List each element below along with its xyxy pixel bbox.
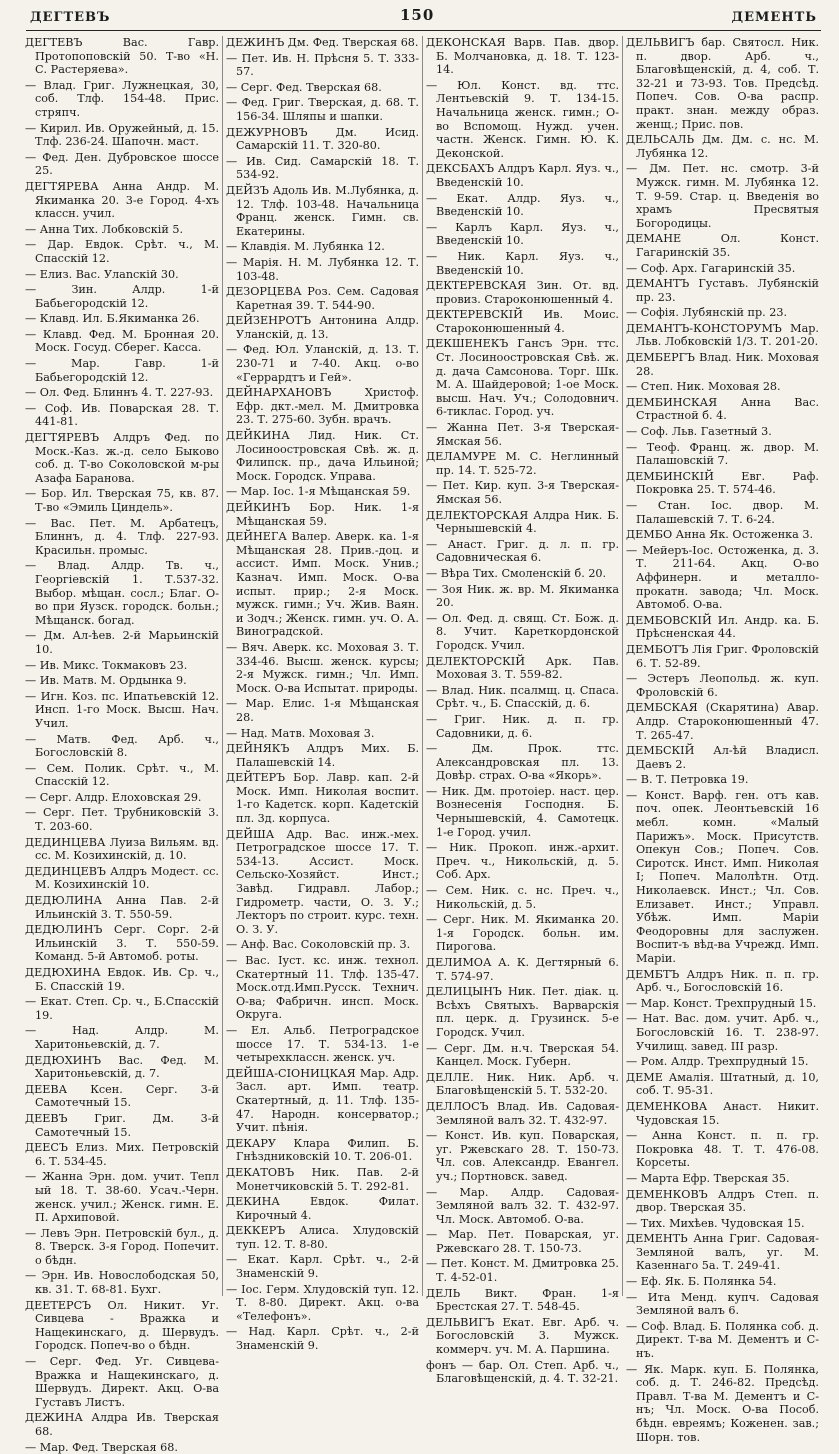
directory-entry: — Мар. Алдр. Садовая-Земляной валъ 32. Т. 432-97. Чл. Моск. Автомоб. О-ва. xyxy=(426,1185,619,1226)
directory-entry: ДЕКШЕНЕКЪ Гансъ Эрн. ттс. Ст. Лосиноостровская Свѣ. ж. д. дача Самсонова. Торг. Шк. М. А. Шайдеровой; 1-ое Моск. высш. Нач. Уч.; Солодовнич. 6-тиклас. Город. уч. xyxy=(426,337,619,419)
directory-entry: ДЕЛИМОА А. К. Дегтярный 6. Т. 574-97. xyxy=(426,956,619,983)
directory-entry: — Тих. Михѣев. Чудовская 15. xyxy=(626,1216,805,1230)
directory-entry: — Екат. Карл. Срѣт. ч., 2-й Знаменскій 9. xyxy=(226,1253,419,1281)
directory-entry: — Ник. Дм. протоіер. наст. цер. Вознесенія Господня. Б. Чернышевскій, 4. Самотецк. 1-е Город. учил. xyxy=(426,784,619,839)
directory-entry: ДЕМБТЪ Алдръ Ник. п. п. гр. Арб. ч., Богословскій 16. xyxy=(626,967,819,995)
directory-entry: ДЕМЕНКОВА Анаст. Никит. Чудовская 15. xyxy=(626,1099,819,1127)
directory-entry: — Дм. Пет. нс. смотр. 3-й Мужск. гимн. М. Лубянка 12. Т. 9-59. Стар. ц. Введенія во храмъ Пресвятыя Богородицы. xyxy=(626,162,819,230)
directory-entry: — Григ. Ник. д. п. гр. Садовники, д. 6. xyxy=(426,712,619,740)
directory-entry: — Мар. Іос. 1-я Мѣщанская 59. xyxy=(226,485,411,499)
directory-entry: — Соф. Влад. Б. Полянка соб. д. Директ. Т-ва М. Дементъ и С-нъ. xyxy=(626,1319,819,1361)
column-3 xyxy=(422,36,622,1386)
directory-entry: — Ник. Прокоп. инж.-архит. Преч. ч., Никольскій, д. 5. Соб. Арх. xyxy=(426,841,619,882)
directory-entry: ДЕМБО Анна Як. Остоженка 3. xyxy=(626,528,814,542)
directory-entry: ДЕДЮХИНА Евдок. Ив. Ср. ч., Б. Спасскій 19. xyxy=(25,966,219,993)
directory-entry: ДЕЙКИНА Лид. Ник. Ст. Лосиноостровская Свѣ. ж. д. Филипск. пр., дача Ильиной; Моск. Городск. Управа. xyxy=(226,429,419,483)
directory-entry: ДЕЕТЕРСЪ Ол. Никит. Уг. Сивцева - Вражка и Нащекинскаго, д. Шервудъ. Городск. Попеч-во о бѣдн. xyxy=(25,1298,219,1353)
directory-entry: — Влад. Ник. псалмщ. ц. Спаса. Срѣт. ч., Б. Спасскій, д. 6. xyxy=(426,683,619,711)
directory-entry: ДЕЕВА Ксен. Серг. 3-й Самотечный 15. xyxy=(25,1082,219,1110)
directory-entry: — Серг. Алдр. Елоховская 29. xyxy=(25,790,202,804)
directory-entry: ДЕМБОВСКІЙ Ил. Андр. ка. Б. Прѣсненская 44. xyxy=(626,613,819,641)
directory-entry: ДЕЖУРНОВЪ Дм. Исид. Самарскій 11. Т. 320-80. xyxy=(226,125,419,153)
directory-entry: — Фед. Ден. Дубровское шоссе 25. xyxy=(25,150,219,178)
directory-entry: ДЕКТЕРЕВСКІЙ Ив. Моис. Староконюшенный 4. xyxy=(426,308,619,335)
directory-entry: фонъ — бар. Ол. Степ. Арб. ч., Благовѣщенскій, д. 4. Т. 32-21. xyxy=(426,1358,619,1386)
directory-entry: — Зин. Алдр. 1-й Бабьегородскій 12. xyxy=(25,283,219,310)
columns xyxy=(22,36,825,1454)
directory-entry: — Конст. Варф. ген. отъ кав. поч. опек. Леонтьевскій 16 мебл. комн. «Малый Парижъ». Моск. Присутств. Опекун Сов.; Попеч. Сов. Сиротск. Инст. Имп. Николая I; Попеч. Малолѣтн. Отд. Николаевск. Инст.; Чл. Сов. Елизавет. Инст.; Управл. Убѣж. Имп. Маріи Феодоровны для заслужен. Воспит-ъ вѣд-ва Учрежд. Имп. Маріи. xyxy=(626,788,819,965)
directory-entry: — Соф. Ив. Поварская 28. Т. 441-81. xyxy=(25,401,219,429)
directory-entry: — Сем. Ник. с. нс. Преч. ч., Никольскій, д. 5. xyxy=(426,884,619,911)
directory-entry: ДЕКИНА Евдок. Филат. Кирочный 4. xyxy=(226,1195,419,1222)
running-head-right: ДЕМЕНТЬ xyxy=(731,10,817,25)
directory-entry: ДЕЛЬСАЛЬ Дм. Дм. с. нс. М. Лубянка 12. xyxy=(626,133,819,160)
directory-entry: — Сем. Полик. Срѣт. ч., М. Спасскій 12. xyxy=(25,761,219,789)
directory-entry: — Игн. Коз. пс. Ипатьевскій 12. Инсп. 1-го Моск. Высш. Нач. Учил. xyxy=(25,689,219,730)
directory-entry: ДЕМЕ Амалія. Штатный, д. 10, соб. Т. 95-31. xyxy=(626,1070,819,1098)
column-2 xyxy=(222,36,422,1353)
directory-entry: ДЕГТЕВЪ Вас. Гавр. Протопоповскій 50. Т-во «Н. С. Растеряева». xyxy=(25,36,219,77)
directory-entry: — Софія. Лубянскій пр. 23. xyxy=(626,306,788,320)
directory-entry: ДЕДЮХИНЪ Вас. Фед. М. Харитоньевскій, д. 7. xyxy=(25,1053,219,1081)
directory-entry: ДЕЙЗЕНРОТЪ Антонина Алдр. Уланскій, д. 13. xyxy=(226,314,419,341)
directory-entry: ДЕЙНАРХАНОВЪ Христоф. Ефр. дкт.-мел. М. Дмитровка 23. Т. 275-60. Зубн. врачъ. xyxy=(226,386,419,427)
directory-entry: — Елиз. Вас. Улanскій 30. xyxy=(25,267,179,281)
directory-entry: ДЕМАНТЪ Густавъ. Лубянскій пр. 23. xyxy=(626,277,819,304)
directory-entry: — Мар. Гавр. 1-й Бабьегородскій 12. xyxy=(25,357,219,384)
directory-entry: — Як. Марк. куп. Б. Полянка, соб. д. Т. 246-82. Предсѣд. Правл. Т-ва М. Дементъ и С-нъ; Чл. Моск. О-ва Пособ. бѣдн. евреямъ; Коженен. зав.; Шорн. тов. xyxy=(626,1362,819,1444)
directory-entry: ДЕМАНЕ Ол. Конст. Гагаринскій 35. xyxy=(626,232,819,259)
directory-entry: — Степ. Ник. Моховая 28. xyxy=(626,380,781,394)
directory-entry: — Ром. Алдр. Трехпрудный 15. xyxy=(626,1055,809,1069)
directory-entry: — Анф. Вас. Соколовскій пр. 3. xyxy=(226,938,411,952)
directory-entry: ДЕКАТОВЪ Ник. Пав. 2-й Монетчиковскій 5. Т. 292-81. xyxy=(226,1165,419,1193)
directory-entry: — Марія. Н. М. Лубянка 12. Т. 103-48. xyxy=(226,255,419,283)
directory-entry: ДЕЙКИНЪ Бор. Ник. 1-я Мѣщанская 59. xyxy=(226,501,419,528)
column-1 xyxy=(22,36,222,1454)
directory-entry: — Над. Карл. Срѣт. ч., 2-й Знаменскій 9. xyxy=(226,1325,419,1353)
directory-entry: — Анна Тих. Лобковскій 5. xyxy=(25,222,184,236)
directory-entry: — Анна Конст. п. п. гр. Покровка 48. Т. Т. 476-08. Корсеты. xyxy=(626,1129,819,1170)
directory-entry: — Над. Матв. Моховая 3. xyxy=(226,726,375,740)
directory-entry: ДЕЛЛЕ. Ник. Ник. Арб. ч. Благовѣщенскій 5. Т. 532-20. xyxy=(426,1070,619,1098)
page-number: 150 xyxy=(400,6,435,24)
directory-entry: — Соф. Арх. Гагаринскій 35. xyxy=(626,261,796,275)
directory-entry: — Клавд. Ил. Б.Якиманка 26. xyxy=(25,312,200,326)
directory-entry: — Нат. Вас. дом. учит. Арб. ч., Богословскій 16. Т. 238-97. Училищ. завед. III разр. xyxy=(626,1012,819,1053)
directory-entry: — Фед. Юл. Уланскій, д. 13. Т. 230-71 и 7-40. Акц. о-во «Геррардтъ и Гей». xyxy=(226,343,419,384)
directory-entry: — Эрн. Ив. Новослободская 50, кв. 31. Т. 68-81. Бухг. xyxy=(25,1269,219,1297)
directory-entry: — Серг. Фед. Уг. Сивцева-Вражка и Нащекинскаго, д. Шервудъ. Директ. Акц. О-ва Густавъ Листъ. xyxy=(25,1355,219,1409)
directory-entry: — Мар. Пет. Поварская, уг. Ржевскаго 28. Т. 150-73. xyxy=(426,1228,619,1255)
directory-entry: ДЕЕСЪ Елиз. Мих. Петровскій 6. Т. 534-45. xyxy=(25,1141,219,1168)
directory-entry: — Влад. Алдр. Тв. ч., Георгіевскій 1. Т.537-32. Выбор. мѣщан. сосл.; Благ. О-во при Яузск. городск. больн.; Мѣщанск. богад. xyxy=(25,559,219,627)
directory-entry: ДЕЗОРЦЕВА Роз. Сем. Садовая Каретная 39. Т. 544-90. xyxy=(226,285,419,312)
directory-entry: ДЕМЕНТЬ Анна Григ. Садовая-Земляной валъ, уг. М. Казеннаго 5а. Т. 249-41. xyxy=(626,1232,819,1273)
directory-entry: — Дм. Прок. ттс. Александровская пл. 13. Довѣр. страх. О-ва «Якорь». xyxy=(426,742,619,783)
directory-entry: — Фед. Григ. Тверская, д. 68. Т. 156-34. Шляпы и шапки. xyxy=(226,96,419,123)
directory-entry: ДЕМБСКАЯ (Скарятина) Авар. Алдр. Староконюшенный 47. Т. 265-47. xyxy=(626,701,819,742)
directory-entry: — Теоф. Франц. ж. двор. М. Палашовскій 7. xyxy=(626,440,819,468)
directory-entry: ДЕЛЛОСЪ Влад. Ив. Садовая-Земляной валъ 32. Т. 432-97. xyxy=(426,1099,619,1127)
directory-entry: ДЕЕВЪ Григ. Дм. 3-й Самотечный 15. xyxy=(25,1111,219,1139)
directory-entry: ДЕКОНСКАЯ Варв. Пав. двор. Б. Молчановка, д. 18. Т. 123-14. xyxy=(426,36,619,77)
directory-entry: — Жанна Пет. 3-я Тверская-Ямская 56. xyxy=(426,421,619,448)
directory-entry: — Серг. Дм. н.ч. Тверская 54. Канцел. Моск. Губерн. xyxy=(426,1041,619,1069)
directory-entry: ДЕЛЬ Викт. Фран. 1-я Брестская 27. Т. 548-45. xyxy=(426,1286,619,1314)
directory-entry: — Серг. Ник. М. Якиманка 20. 1-я Городск. больн. им. Пирогова. xyxy=(426,913,619,954)
directory-entry: — Конст. Ив. куп. Поварская, уг. Ржевскаго 28. Т. 150-73. Чл. сов. Александр. Евангел. уч.; Портновск. завед. xyxy=(426,1129,619,1183)
directory-entry: ДЕДИНЦЕВЪ Алдръ Модест. сс. М. Козихинскій 10. xyxy=(25,864,219,892)
directory-entry: ДЕМАНТЪ-КОНСТОРУМЪ Мар. Льв. Лобковскій 1/3. Т. 201-20. xyxy=(626,321,819,349)
directory-entry: ДЕЖИНА Алдра Ив. Тверская 68. xyxy=(25,1411,219,1438)
directory-entry: ДЕЙНЯКЪ Алдръ Мих. Б. Палашевскій 14. xyxy=(226,742,419,769)
directory-entry: — Марта Ефр. Тверская 35. xyxy=(626,1171,790,1185)
directory-entry: — Серг. Фед. Тверская 68. xyxy=(226,80,382,94)
directory-entry: — Іос. Герм. Хлудовскій туп. 12. Т. 8-80. Директ. Акц. о-ва «Телефонъ». xyxy=(226,1282,419,1323)
directory-entry: — Ив. Микс. Токмаковъ 23. xyxy=(25,658,188,672)
directory-entry: ДЕГТЯРЕВЪ Алдръ Фед. по Моск.-Каз. ж.-д. село Быково соб. д. Т-во Соколовской м-ры Азафа Баранова. xyxy=(25,431,219,485)
directory-entry: ДЕККЕРЪ Алиса. Хлудовскій туп. 12. Т. 8-80. xyxy=(226,1224,419,1251)
directory-entry: — Матв. Фед. Арб. ч., Богословскій 8. xyxy=(25,732,219,760)
directory-entry: — Ол. Фед. д. свящ. Ст. Бож. д. 8. Учит. Кареткордонской Городск. Учил. xyxy=(426,611,619,652)
directory-entry: ДЕКТЕРЕВСКАЯ Зин. От. вд. провиз. Староконюшенный 4. xyxy=(426,279,619,306)
directory-entry: ДЕЙНЕГА Валер. Аверк. ка. 1-я Мѣщанская 28. Прив.-доц. и ассист. Имп. Моск. Унив.; Казнач. Имп. Моск. О-ва испыт. прир.; 2-я Моск. мужск. гимн.; Уч. Жив. Ваян. и Зодч.; Женск. гимн. уч. О. А. Виноградской. xyxy=(226,530,419,639)
directory-entry: — Влад. Григ. Лужнецкая, 30, соб. Тлф. 154-48. Прис. стряпч. xyxy=(25,78,219,119)
directory-entry: ДЕЛАМУРЕ М. С. Неглинный пр. 14. Т. 525-72. xyxy=(426,450,619,477)
directory-entry: ДЕЖИНЪ Дм. Фед. Тверская 68. xyxy=(226,36,419,49)
directory-entry: ДЕЙЗЪ Адоль Ив. М.Лубянка, д. 12. Тлф. 103-48. Начальница Франц. женск. Гимн. св. Екатерины. xyxy=(226,183,419,238)
directory-entry: — Вас. Іуст. кс. инж. технол. Скатертный 11. Тлф. 135-47. Моск.отд.Имп.Русск. Технич. О-ва; Фабричн. инсп. Моск. Округа. xyxy=(226,954,419,1022)
directory-entry: ДЕМБИНСКІЙ Евг. Раф. Покровка 25. Т. 574-46. xyxy=(626,469,819,497)
directory-entry: ДЕМБСКІЙ Ал-ѣй Владисл. Даевъ 2. xyxy=(626,744,819,771)
directory-entry: ДЕЙТЕРЪ Бор. Лавр. кап. 2-й Моск. Имп. Николая воспит. 1-го Кадетск. корп. Кадетскій пл. 3д. корпуса. xyxy=(226,771,419,826)
running-head-left: ДЕГТЕВЪ xyxy=(30,10,111,25)
directory-entry: — Ив. Сид. Самарскій 18. Т. 534-92. xyxy=(226,154,419,182)
directory-entry: — Бор. Ил. Тверская 75, кв. 87. Т-во «Эмиль Циндель». xyxy=(25,487,219,514)
directory-entry: — Анаст. Григ. д. л. п. гр. Садовническая 6. xyxy=(426,537,619,565)
directory-entry: — Жанна Эрн. дом. учит. Тепл ый 18. Т. 38-60. Усач.-Черн. женск. учил.; Женск. гимн. Е. П. Архиповой. xyxy=(25,1170,219,1225)
directory-entry: — Екат. Степ. Ср. ч., Б.Спасскій 19. xyxy=(25,995,219,1022)
directory-entry: ДЕДЮЛИНА Анна Пав. 2-й Ильинскій 3. Т. 550-59. xyxy=(25,894,219,921)
directory-entry: — Мар. Конст. Трехпрудный 15. xyxy=(626,996,817,1010)
column-4 xyxy=(622,36,822,1444)
directory-entry: — В. Т. Петровка 19. xyxy=(626,773,749,787)
directory-entry: — Ита Менд. купч. Садовая Земляной валъ 6. xyxy=(626,1290,819,1318)
directory-entry: — Пет. Конст. М. Дмитровка 25. Т. 4-52-01. xyxy=(426,1257,619,1285)
directory-entry: — Карлъ Карл. Яуз. ч., Введенскій 10. xyxy=(426,220,619,248)
directory-entry: — Клавдія. М. Лубянка 12. xyxy=(226,240,385,254)
directory-entry: — Юл. Конст. вд. ттс. Лентьевскій 9. Т. 134-15. Начальница женск. гимн.; О-во Вспомощ. Нужд. учен. частн. Женск. Гимн. Ю. К. Деконской. xyxy=(426,78,619,160)
directory-entry: — Эстеръ Леопольд. ж. куп. Фроловскій 6. xyxy=(626,672,819,699)
directory-entry: — Вас. Пет. М. Арбатецъ, Блиннъ, д. 4. Тлф. 227-93. Красильн. промыс. xyxy=(25,516,219,557)
directory-entry: — Кирил. Ив. Оружейный, д. 15. Тлф. 236-24. Шапочн. маст. xyxy=(25,121,219,149)
directory-entry: — Ив. Матв. М. Ордынка 9. xyxy=(25,674,187,688)
directory-entry: ДЕГТЯРЕВА Анна Андр. М. Якиманка 20. 3-е Город. 4-хъ классн. учил. xyxy=(25,179,219,221)
directory-entry: ДЕЛЕКТОРСКІЙ Арк. Пав. Моховая 3. Т. 559-82. xyxy=(426,654,619,682)
directory-entry: — Стан. Іос. двор. М. Палашевскій 7. Т. 6-24. xyxy=(626,499,819,526)
directory-entry: ДЕЛЬВИГЪ Екат. Евг. Арб. ч. Богословскій 3. Мужск. коммерч. уч. М. А. Паршина. xyxy=(426,1315,619,1357)
directory-entry: ДЕЙША Адр. Вас. инж.-мех. Петроградское шоссе 17. Т. 534-13. Ассист. Моск. Сельско-Хозяйст. Инст.; Завѣд. Гидравл. Лабор.; Гидрометр. части, О. З. У.; Лекторъ по строит. курс. техн. О. З. У. xyxy=(226,827,419,936)
directory-entry: ДЕДИНЦЕВА Луиза Вильям. вд. сс. М. Козихинскій, д. 10. xyxy=(25,835,219,863)
directory-entry: ДЕМБИНСКАЯ Анна Вас. Страстной б. 4. xyxy=(626,395,819,423)
directory-entry: — Екат. Алдр. Яуз. ч., Введенскій 10. xyxy=(426,191,619,219)
directory-entry: ДЕЛЬВИГЪ бар. Святосл. Ник. п. двор. Арб. ч., Благовѣщенскій, д. 4, соб. Т. 32-21 и 73-93. Тов. Предсѣд. Попеч. Сов. О-ва распр. практ. знан. между образ. женщ.; Прис. пов. xyxy=(626,36,819,131)
directory-entry: — Пет. Кир. куп. 3-я Тверская-Ямская 56. xyxy=(426,479,619,506)
directory-entry: — Мейеръ-Іос. Остоженка, д. 3. Т. 211-64. Акц. О-во Аффинерн. и металло-прокатн. завода; Чл. Моск. Автомоб. О-ва. xyxy=(626,543,819,612)
directory-entry: ДЕМБОТЪ Лія Григ. Фроловскій 6. Т. 52-89. xyxy=(626,642,819,670)
directory-entry: ДЕЛИЦЫНЪ Ник. Пет. діак. ц. Всѣхъ Святыхъ. Варварскія пл. церк. д. Грузинск. 5-е Городск. Учил. xyxy=(426,985,619,1039)
directory-entry: ДЕМБЕРГЪ Влад. Ник. Моховая 28. xyxy=(626,351,819,378)
directory-entry: — Ел. Альб. Петроградское шоссе 17. Т. 534-13. 1-е четырехклассн. женск. уч. xyxy=(226,1023,419,1065)
directory-entry: — Левъ Эрн. Петровскій бул., д. 8. Тверск. 3-я Город. Попечит. о бѣдн. xyxy=(25,1226,219,1267)
directory-entry: — Клавд. Фед. М. Бронная 20. Моск. Госуд. Сберег. Касса. xyxy=(25,327,219,355)
directory-entry: — Вѣра Тих. Смоленскій б. 20. xyxy=(426,566,607,580)
directory-entry: — Дар. Евдок. Срѣт. ч., М. Спасскій 12. xyxy=(25,238,219,265)
directory-entry: — Ол. Фед. Блиннъ 4. Т. 227-93. xyxy=(25,386,214,400)
directory-entry: — Дм. Ал-ѣев. 2-й Марьинскій 10. xyxy=(25,629,219,656)
directory-entry: — Пет. Ив. Н. Прѣсня 5. Т. 333-57. xyxy=(226,51,419,79)
directory-entry: — Соф. Льв. Газетный 3. xyxy=(626,425,772,439)
directory-entry: ДЕКСБАХЪ Алдръ Карл. Яуз. ч., Введенскій 10. xyxy=(426,162,619,189)
directory-entry: ДЕКАРУ Клара Филип. Б. Гнѣздниковскій 10. Т. 206-01. xyxy=(226,1136,419,1164)
directory-entry: ДЕЛЕКТОРСКАЯ Алдра Ник. Б. Чернышевскій 4. xyxy=(426,508,619,536)
directory-entry: ДЕЙША-СІОНИЦКАЯ Мар. Адр. Засл. арт. Имп. театр. Скатертный, д. 11. Тлф. 135-47. Народн. консерватор.; Учит. пѣнія. xyxy=(226,1066,419,1135)
header-rule xyxy=(26,30,821,31)
directory-entry: — Зоя Ник. ж. вр. М. Якиманка 20. xyxy=(426,582,619,610)
directory-entry: — Мар. Фед. Тверская 68. xyxy=(25,1440,178,1454)
directory-entry: ДЕМЕНКОВЪ Алдръ Степ. п. двор. Тверская 35. xyxy=(626,1187,819,1215)
directory-entry: — Ник. Карл. Яуз. ч., Введенскій 10. xyxy=(426,249,619,277)
directory-entry: — Вяч. Аверк. кс. Моховая 3. Т. 334-46. Высш. женск. курсы; 2-я Мужск. гимн.; Чл. Имп. Моск. О-ва Испытат. природы. xyxy=(226,640,419,695)
directory-entry: — Над. Алдр. М. Харитоньевскій, д. 7. xyxy=(25,1024,219,1051)
directory-entry: ДЕДЮЛИНЪ Серг. Сорг. 2-й Ильинскій 3. Т. 550-59. Команд. 5-й Автомоб. роты. xyxy=(25,923,219,964)
directory-entry: — Еф. Як. Б. Полянка 54. xyxy=(626,1275,777,1289)
directory-entry: — Серг. Пет. Трубниковскій 3. Т. 203-60. xyxy=(25,806,219,834)
directory-entry: — Мар. Елис. 1-я Мѣщанская 28. xyxy=(226,697,419,724)
